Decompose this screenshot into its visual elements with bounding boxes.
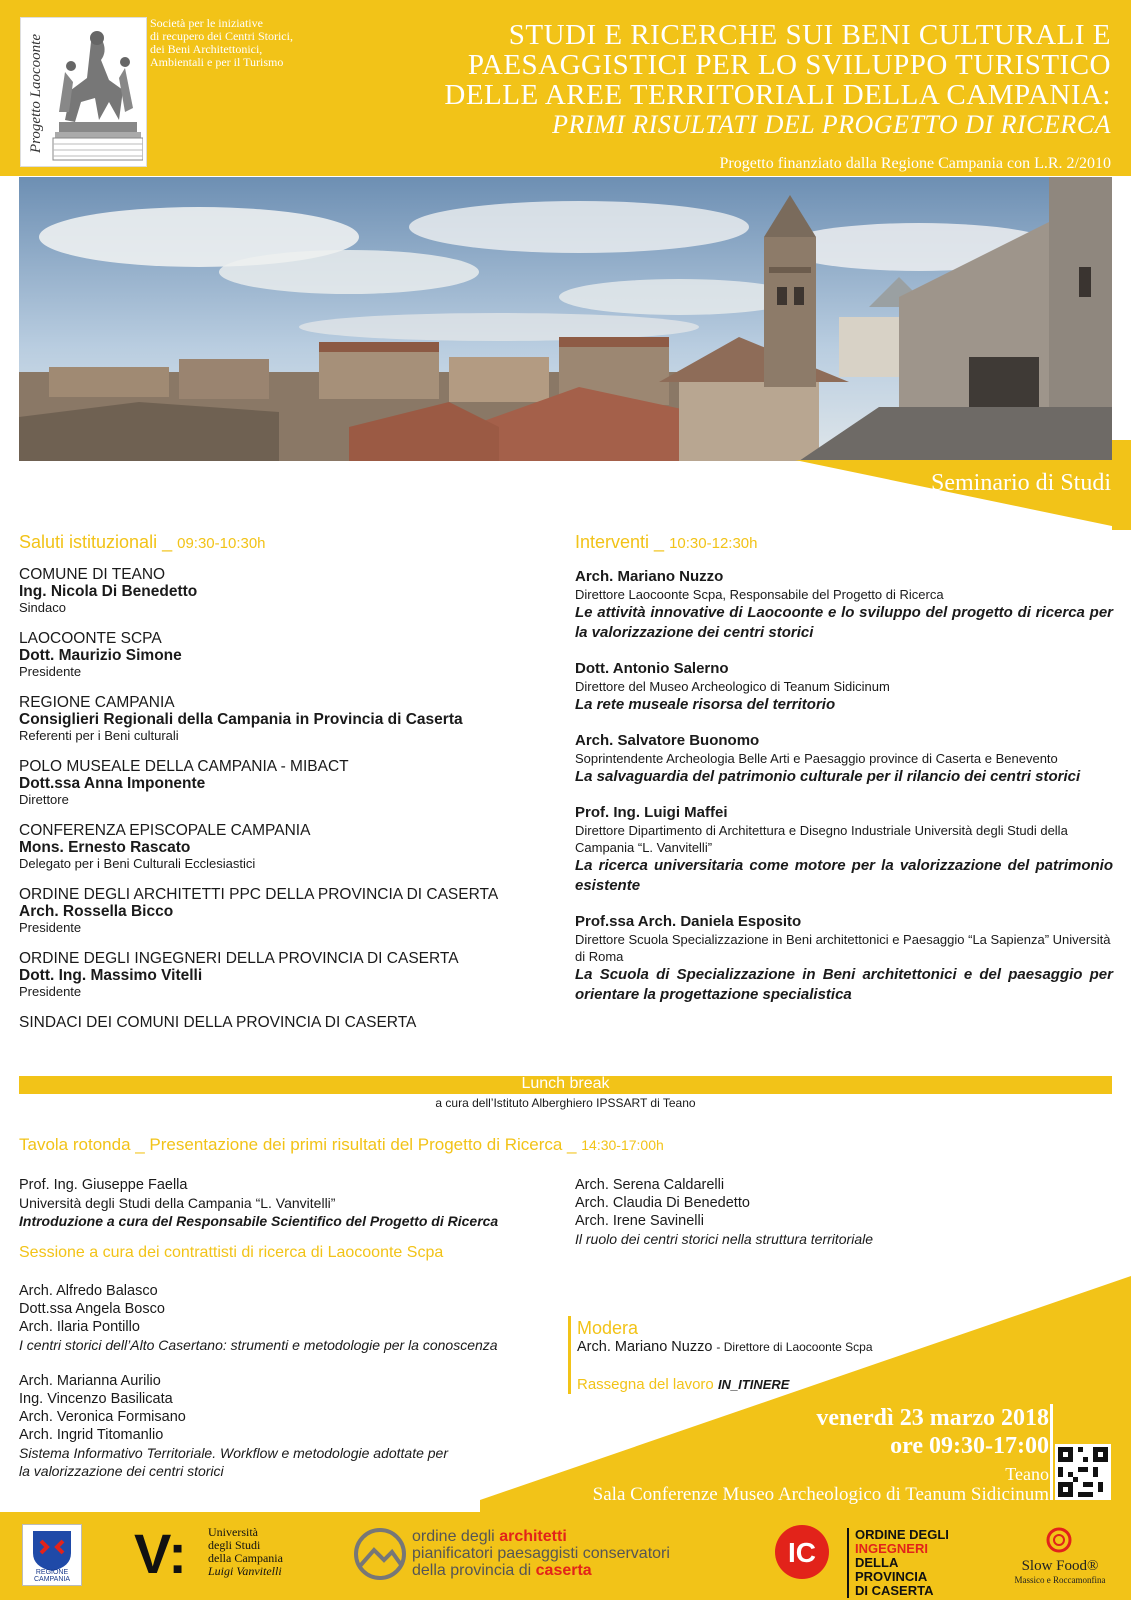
teano-town-photo — [19, 177, 1112, 461]
lunch-break-label: Lunch break — [521, 1075, 610, 1092]
ordine-ingegneri-logo: IC ORDINE DEGLI INGEGNERI DELLA PROVINCIA DI CASERTA — [772, 1524, 972, 1584]
list-item: Arch. Alfredo Balasco Dott.ssa Angela Bosco Arch. Ilaria Pontillo I centri storici dell’Alto Casertano: strumenti e metodologie per la conoscenza — [19, 1283, 498, 1353]
societa-description: Società per le iniziative di recupero dei Centri Storici, dei Beni Architettonici, Ambientali e per il Turismo — [150, 16, 293, 69]
list-item: Arch. Mariano Nuzzo Direttore Laocoonte Scpa, Responsabile del Progetto di Ricerca Le attività innovative di Laocoonte e lo sviluppo del progetto di ricerca per la valorizzazione dei centri storici — [575, 568, 1113, 641]
moderator-name: Arch. Mariano Nuzzo — [577, 1339, 713, 1355]
list-item: COMUNE DI TEANO Ing. Nicola Di Benedetto Sindaco — [19, 566, 198, 615]
list-item: CONFERENZA EPISCOPALE CAMPANIA Mons. Ernesto Rascato Delegato per i Beni Culturali Ecclesiastici — [19, 822, 311, 871]
list-item: Dott. Antonio Salerno Direttore del Museo Archeologico di Teanum Sidicinum La rete museale risorsa del territorio — [575, 660, 890, 713]
page-title: STUDI E RICERCHE SUI BENI CULTURALI E PAESAGGISTICI PER LO SVILUPPO TURISTICO DELLE AREE TERRITORIALI DELLA CAMPANIA: PRIMI RISULTATI DEL PROGETTO DI RICERCA — [351, 20, 1111, 140]
list-item: SINDACI DEI COMUNI DELLA PROVINCIA DI CASERTA — [19, 1014, 417, 1031]
list-item: Prof.ssa Arch. Daniela Esposito Direttore Scuola Specializzazione in Beni architettonici e Paesaggio “La Sapienza” Università di Roma La Scuola di Specializzazione in Beni architettonici e del paesaggio per orientare la progettazione specialistica — [575, 913, 1113, 1003]
list-item: POLO MUSEALE DELLA CAMPANIA - MIBACT Dott.ssa Anna Imponente Direttore — [19, 758, 349, 807]
list-item: ORDINE DEGLI ARCHITETTI PPC DELLA PROVINCIA DI CASERTA Arch. Rossella Bicco Presidente — [19, 886, 499, 935]
ordine-architetti-logo: ordine degli architetti pianificatori paesaggisti conservatori della provincia di caserta — [352, 1524, 702, 1584]
list-item: Arch. Serena Caldarelli Arch. Claudia Di Benedetto Arch. Irene Savinelli Il ruolo dei centri storici nella struttura territoriale — [575, 1177, 874, 1247]
regione-shield-icon — [23, 1525, 81, 1573]
sessione-title: Sessione a cura dei contrattisti di ricerca di Laocoonte Scpa — [19, 1244, 444, 1261]
modera-divider — [568, 1316, 571, 1394]
date-divider — [1050, 1404, 1053, 1500]
event-venue: Sala Conferenze Museo Archeologico di Teanum Sidicinum — [592, 1484, 1049, 1505]
statue-icon — [51, 22, 143, 162]
ingegneri-ic-icon — [772, 1524, 834, 1580]
event-date: venerdì 23 marzo 2018 — [816, 1405, 1049, 1431]
funding-note: Progetto finanziato dalla Regione Campania con L.R. 2/2010 — [719, 155, 1111, 172]
saluti-section — [19, 532, 559, 1045]
laocoonte-logo — [20, 17, 147, 167]
seminario-label: Seminario di Studi — [931, 470, 1111, 496]
tavola-left-column: Prof. Ing. Giuseppe Faella Università degli Studi della Campania “L. Vanvitelli” Introduzione a cura del Responsabile Scientifico del Progetto di Ricerca Sessione a cura dei contrattisti di ricerca di Laocoonte Scpa Arch. Alfredo Balasco Dott.ssa Angela Bosco Arch. Ilaria Pontillo I centri storici dell’Alto Casertano: strumenti e metodologie per la conoscenza Arch. Marianna Aurilio Ing. Vincenzo Basilicata Arch. Veronica Formisano Arch. Ingrid Titomanlio Sistema Informativo Territoriale. Workflow e metodologie adottate per la valorizzazione dei centri storici — [19, 1176, 559, 1498]
architetti-mountain-icon — [352, 1526, 408, 1582]
snail-icon — [1044, 1526, 1074, 1554]
qr-code-icon[interactable] — [1055, 1444, 1111, 1500]
event-city: Teano — [1005, 1464, 1049, 1484]
interventi-section — [575, 532, 1113, 1022]
saluti-title: Saluti istituzionali _ 09:30-10:30h — [19, 532, 266, 552]
lunch-caterer: a cura dell’Istituto Alberghiero IPSSART di Teano — [435, 1096, 696, 1110]
svg-text:IC: IC — [788, 1537, 816, 1568]
list-item: REGIONE CAMPANIA Consiglieri Regionali della Campania in Provincia di Caserta Referenti per i Beni culturali — [19, 694, 463, 743]
interventi-title: Interventi _ 10:30-12:30h — [575, 532, 758, 552]
list-item: Arch. Marianna Aurilio Ing. Vincenzo Basilicata Arch. Veronica Formisano Arch. Ingrid Titomanlio Sistema Informativo Territoriale. Workflow e metodologie adottate per la valorizzazione dei centri storici — [19, 1373, 449, 1479]
list-item: LAOCOONTE SCPA Dott. Maurizio Simone Presidente — [19, 630, 182, 679]
list-item: ORDINE DEGLI INGEGNERI DELLA PROVINCIA DI CASERTA Dott. Ing. Massimo Vitelli Presidente — [19, 950, 459, 999]
page-subtitle: PRIMI RISULTATI DEL PROGETTO DI RICERCA — [552, 110, 1111, 139]
tavola-right-column — [575, 1176, 1095, 1248]
regione-campania-logo: REGIONE CAMPANIA — [22, 1524, 82, 1586]
modera-section: Modera Arch. Mariano Nuzzo - Direttore di Laocoonte Scpa — [577, 1318, 997, 1356]
event-info — [593, 1404, 1049, 1506]
tavola-rotonda-title: Tavola rotonda _ Presentazione dei primi risultati del Progetto di Ricerca _ 14:30-17:00h — [19, 1135, 664, 1154]
logo-text: Progetto Laocoonte — [27, 33, 44, 153]
slow-food-logo: Slow Food® Massico e Roccamonfina — [1010, 1524, 1110, 1584]
vanvitelli-university-logo: V: Università degli Studi della Campania Luigi Vanvitelli — [134, 1522, 283, 1585]
modera-label: Modera — [577, 1318, 639, 1338]
rassegna-line: Rassegna del lavoro IN_ITINERE — [577, 1376, 790, 1393]
event-time: ore 09:30-17:00 — [890, 1433, 1049, 1459]
list-item: Arch. Salvatore Buonomo Soprintendente Archeologia Belle Arti e Paesaggio province di Caserta e Benevento La salvaguardia del patrimonio culturale per il rilancio dei centri storici — [575, 732, 1081, 785]
list-item: Prof. Ing. Luigi Maffei Direttore Dipartimento di Architettura e Disegno Industriale Università degli Studi della Campania “L. Vanvitelli” La ricerca universitaria come motore per la valorizzazione del patrimonio esistente — [575, 804, 1113, 894]
